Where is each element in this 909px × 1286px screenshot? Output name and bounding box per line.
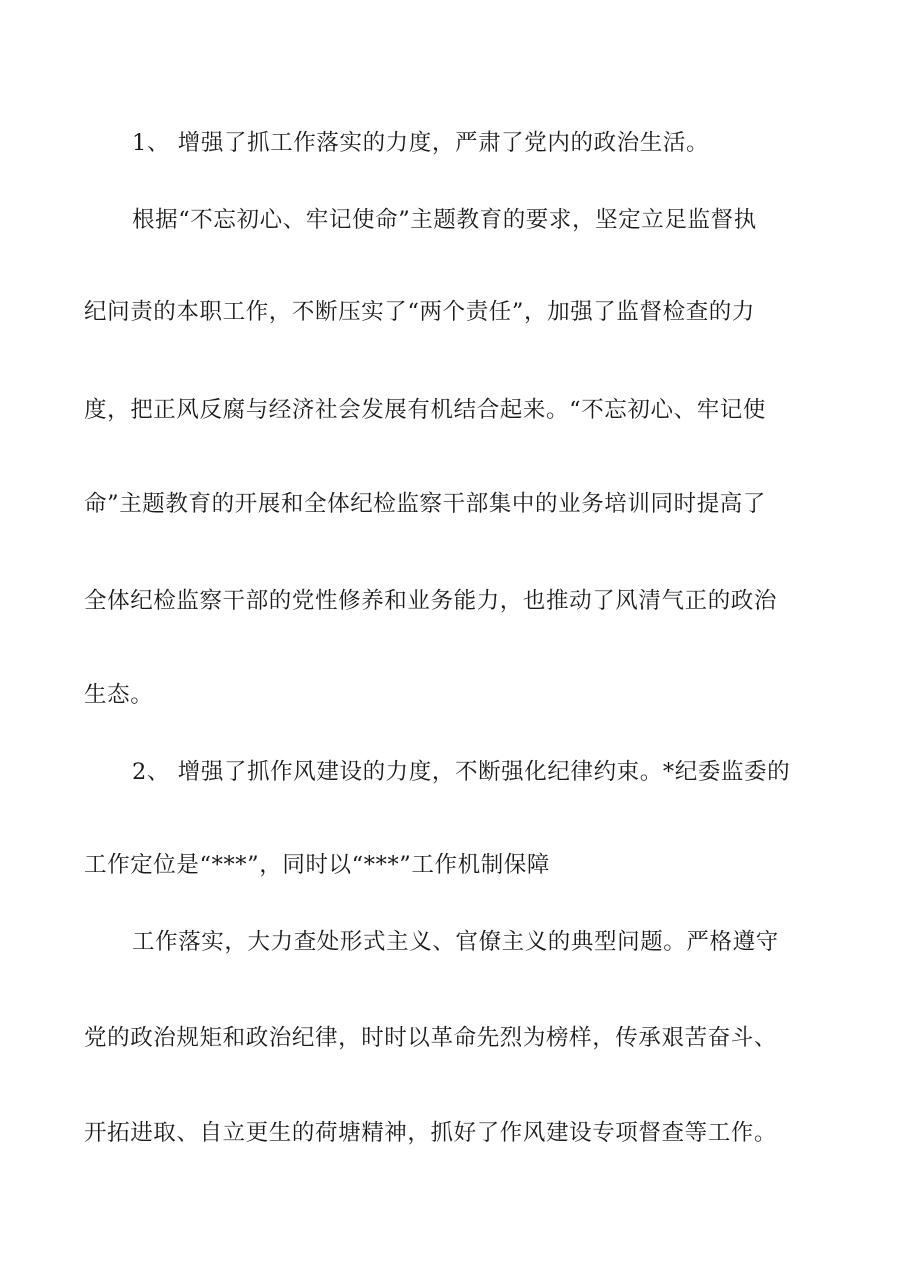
paragraph-3-line-3: 开拓进取、自立更生的荷塘精神，抓好了作风建设专项督查等工作。 (84, 1120, 778, 1146)
paragraph-2-heading: 2、 增强了抓作风建设的力度，不断强化纪律约束。*纪委监委的 (132, 759, 791, 785)
paragraph-1-heading: 1、 增强了抓工作落实的力度，严肃了党内的政治生活。 (132, 130, 710, 156)
paragraph-3-line-1: 工作落实，大力查处形式主义、官僚主义的典型问题。严格遵守 (132, 929, 779, 955)
paragraph-1-line-6: 生态。 (84, 682, 154, 708)
paragraph-1-line-1: 根据“不忘初心、牢记使命”主题教育的要求，坚定立足监督执 (132, 207, 757, 233)
paragraph-1-line-3: 度，把正风反腐与经济社会发展有机结合起来。“不忘初心、牢记使 (84, 397, 767, 423)
paragraph-3-line-2: 党的政治规矩和政治纪律，时时以革命先烈为榜样，传承艰苦奋斗、 (84, 1025, 778, 1051)
paragraph-1-line-5: 全体纪检监察干部的党性修养和业务能力，也推动了风清气正的政治 (84, 588, 778, 614)
paragraph-1-line-4: 命”主题教育的开展和全体纪检监察干部集中的业务培训同时提高了 (84, 491, 767, 517)
paragraph-1-line-2: 纪问责的本职工作，不断压实了“两个责任”，加强了监督检查的力 (84, 299, 756, 325)
paragraph-2-line-1: 工作定位是“***”，同时以“***”工作机制保障 (84, 852, 551, 878)
